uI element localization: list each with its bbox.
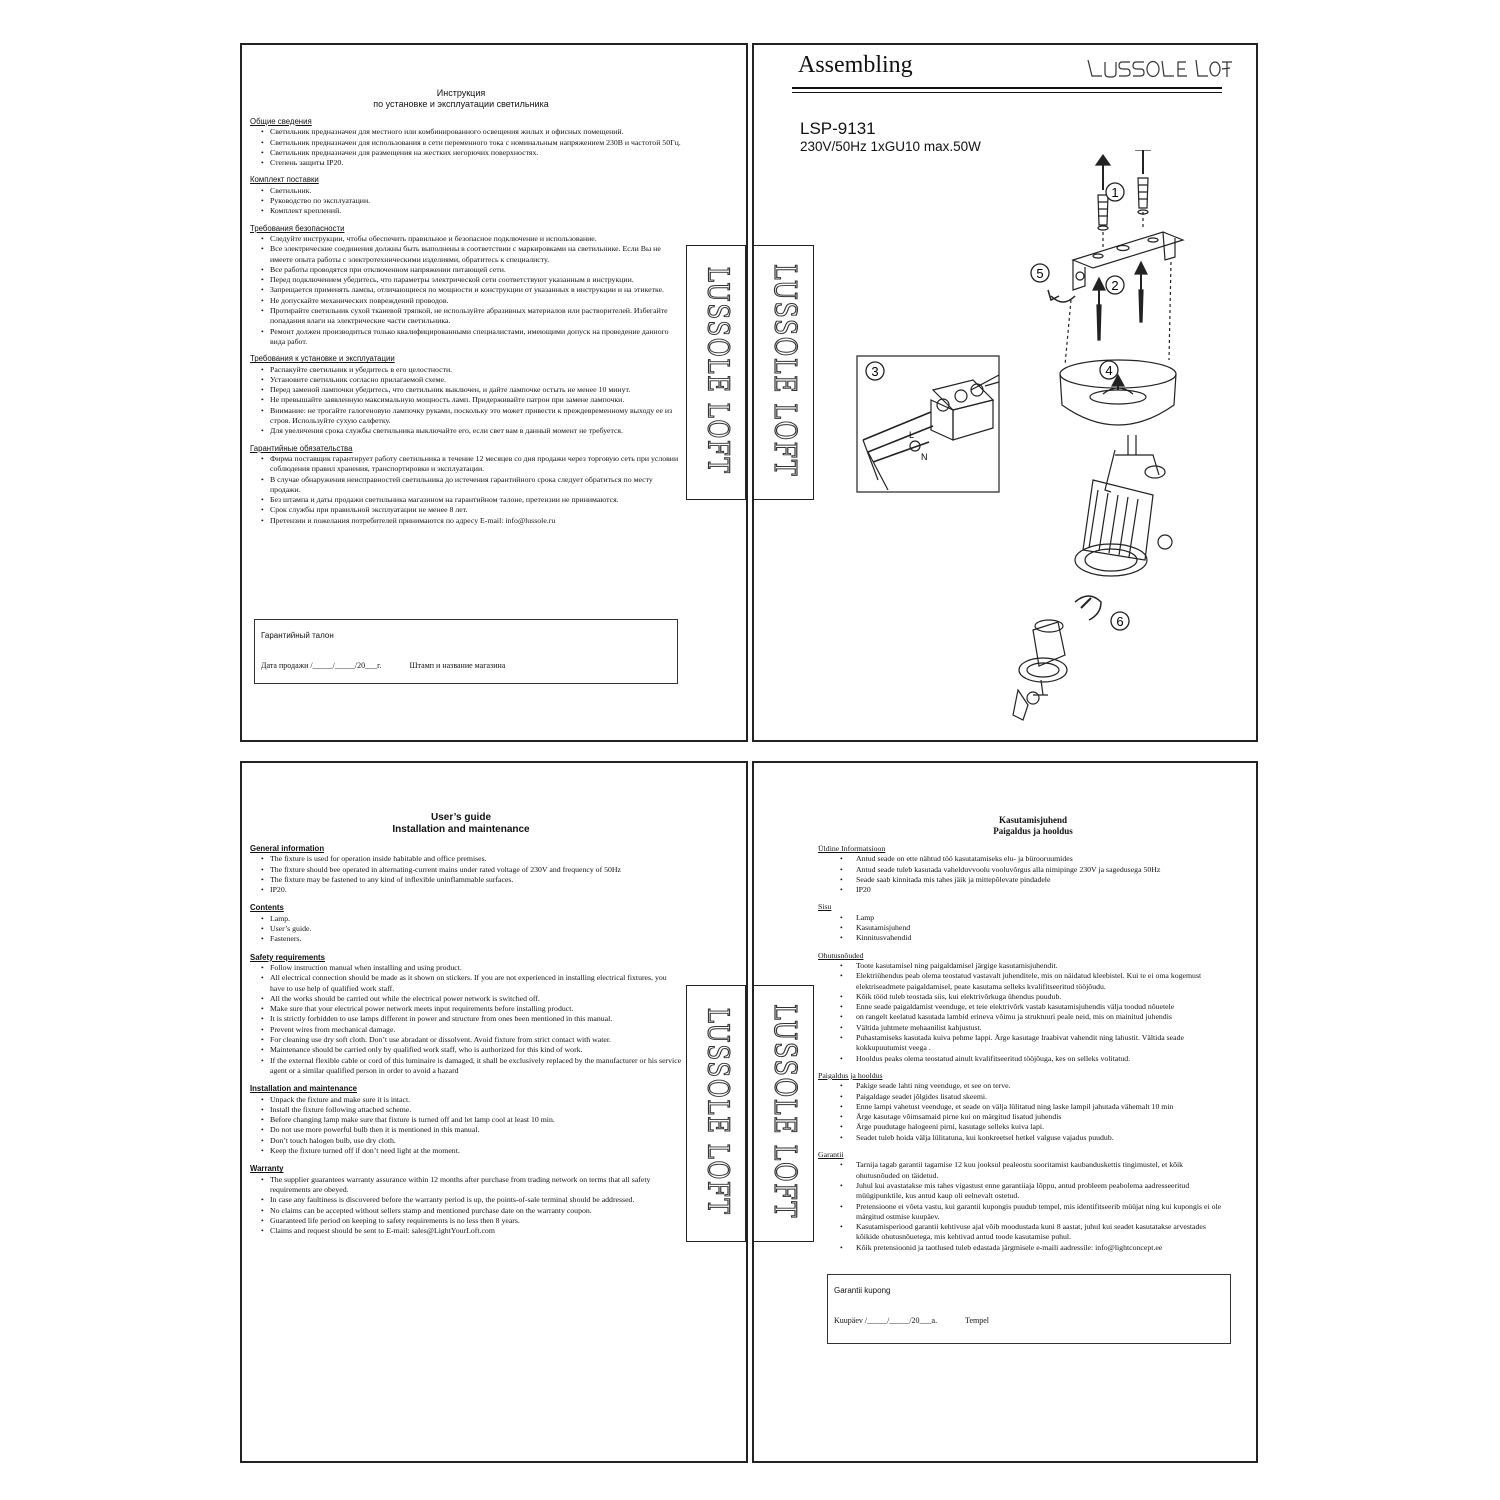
list-item: • Toote kasutamisel ning paigaldamisel järgige kasutamisjuhendit. — [818, 961, 1228, 971]
section-heading: Гарантийные обязательства — [250, 443, 353, 453]
step-2-badge — [1106, 276, 1124, 294]
section-list — [250, 127, 682, 168]
brand-strip-bottom-left — [686, 985, 746, 1242]
wire-label-n: N — [921, 452, 928, 462]
et-title-line1: Kasutamisjuhend — [998, 815, 1068, 825]
list-item: • Hooldus peaks olema teostatud ainult kvalifitseeritud tööjõuga, kes on selleks volitatud. — [818, 1054, 1228, 1064]
section-list — [250, 854, 682, 895]
list-item: • Ärge kasutage võimsamaid pirne kui on märgitud lisatud juhendis — [818, 1112, 1228, 1122]
list-item: • Срок службы при правильной эксплуатации не менее 8 лет. — [250, 505, 682, 515]
list-item: • Seade saab kinnitada mis tahes jäik ja mittepõlevate pindadele — [818, 875, 1228, 885]
brand-logo-vertical — [753, 246, 813, 499]
section-heading: Требования безопасности — [250, 223, 345, 233]
section-list — [250, 1175, 682, 1237]
section-heading: Garantii — [818, 1150, 844, 1160]
list-item: • Запрещается применять лампы, отличающиеся по мощности и конструкции от указанных в инструкции и на этикетке. — [250, 285, 682, 295]
list-item: • All electrical connection should be made as it shown on stickers. If you are not experienced in installing electrical fixtures, you have to use help of qualified work staff. — [250, 973, 682, 994]
list-item: • Tarnija tagab garantii tagamise 12 kuu jooksul pealeostu sooritamist kaubanduskettis tingimustel, et kõik ohutusnõuded on täidetud. — [818, 1160, 1228, 1181]
list-item: • Комплект креплений. — [250, 206, 682, 216]
et-sections — [818, 844, 1228, 1253]
list-item: • Перед подключением убедитесь, что параметры электрической сети соответствуют указанным в инструкции. — [250, 275, 682, 285]
list-item: • Светильник. — [250, 186, 682, 196]
en-title-line2: Installation and maintenance — [392, 824, 530, 835]
svg-text:3: 3 — [871, 364, 879, 379]
et-title-line2: Paigaldus ja hooldus — [993, 826, 1073, 836]
ru-coupon-stamp: Штамп и название магазина — [409, 661, 506, 670]
section-list — [250, 1095, 682, 1157]
svg-text:LUSSOLE LOFT: LUSSOLE LOFT — [767, 263, 803, 499]
ru-title — [240, 88, 682, 110]
list-item: • Maintenance should be carried only by qualified work staff, who is authorized for this kind of work. — [250, 1045, 682, 1055]
list-item: • В случае обнаружения неисправностей светильника до истечения гарантийного срока следует обратиться по месту продажи. — [250, 475, 682, 496]
section-heading: Sisu — [818, 902, 832, 912]
list-item: • Следуйте инструкции, чтобы обеспечить правильное и безопасное подключение и использование. — [250, 234, 682, 244]
list-item: • Do not use more powerful bulb then it is mentioned in this manual. — [250, 1125, 682, 1135]
en-title-line1: User’s guide — [430, 812, 492, 823]
list-item: • Claims and request should be sent to E-mail: sales@LightYourLoft.com — [250, 1226, 682, 1236]
list-item: • Претензии и пожелания потребителей принимаются по адресу E-mail: info@lussole.ru — [250, 516, 682, 526]
list-item: • No claims can be accepted without sellers stamp and mentioned purchase date on the warranty coupon. — [250, 1206, 682, 1216]
list-item: • Kasutamisjuhend — [818, 923, 1228, 933]
en-title — [240, 812, 682, 836]
list-item: • If the external flexible cable or cord of this luminaire is damaged, it shall be exclusively replaced by the manufacturer or his service agent or a similar qualified person in order to avoid a hazard — [250, 1056, 682, 1077]
list-item: • Pretensioone ei võeta vastu, kui garantii kupongis puudub tempel, mis identifitseerib müüjat ning kui kupongis ei ole märgitud ostmise kuupäev. — [818, 1202, 1228, 1223]
section-heading: Ohutusnõuded — [818, 950, 864, 960]
ru-title-line2: по установке и эксплуатации светильника — [373, 99, 549, 109]
svg-text:5: 5 — [1036, 266, 1044, 281]
list-item: • Paigaldage seadet jõlgides lisatud skeemi. — [818, 1092, 1228, 1102]
list-item: • Степень защиты IP20. — [250, 158, 682, 168]
et-coupon-date: Kuupäev /_____/_____/20___a. — [834, 1316, 938, 1325]
section-list — [818, 1081, 1228, 1143]
list-item: • Протирайте светильник сухой тканевой тряпкой, не используйте абразивных материалов или растворителей. Избегайте попадания влаги на электрические части светильника. — [250, 306, 682, 327]
list-item: • Keep the fixture turned off if don’t need light at the moment. — [250, 1146, 682, 1156]
list-item: • For cleaning use dry soft cloth. Don’t use abradant or dissolvent. Avoid fixture from strict contact with water. — [250, 1035, 682, 1045]
list-item: • Kõik tööd tuleb teostada siis, kui elektrivõrkuga ühendus puudub. — [818, 992, 1228, 1002]
list-item: • Внимание: не трогайте галогеновую лампочку руками, поскольку это может привести к преждевременному выходу ее из строя. Используйте сухую салфетку. — [250, 406, 682, 427]
list-item: • Светильник предназначен для размещения на жестких негорючих поверхностях. — [250, 148, 682, 158]
step-3-badge — [866, 362, 884, 380]
list-item: • IP20 — [818, 885, 1228, 895]
wall-plug-right — [1136, 150, 1150, 214]
section-heading: Installation and maintenance — [250, 1084, 358, 1094]
list-item: • Make sure that your electrical power network meets input requirements before installing product. — [250, 1004, 682, 1014]
list-item: • User’s guide. — [250, 924, 682, 934]
et-coupon-title: Garantii kupong — [834, 1286, 891, 1295]
ru-sections — [250, 117, 682, 526]
gu10-bulb — [1019, 620, 1067, 695]
svg-text:6: 6 — [1116, 614, 1124, 629]
section-list — [250, 914, 682, 945]
list-item: • Светильник предназначен для использования в сети переменного тока с номинальным напряжением 230В и частотой 50Гц. — [250, 138, 682, 148]
list-item: • Фирма поставщик гарантирует работу светильника в течение 12 месяцев со дня продажи через торговую сеть при условии соблюдения правил хранения, транспортировки и эксплуатации. — [250, 454, 682, 475]
lamp-head — [1075, 450, 1172, 576]
list-item: • Для увеличения срока службы светильника выключайте его, если свет вам в данный момент не требуется. — [250, 426, 682, 436]
power-spec: 230V/50Hz 1xGU10 max.50W — [800, 139, 981, 154]
list-item: • Lamp — [818, 913, 1228, 923]
section-list — [250, 186, 682, 217]
section-heading: Warranty — [250, 1164, 284, 1174]
brand-logo — [1086, 56, 1234, 80]
list-item: • Перед заменой лампочки убедитесь, что светильник выключен, и дайте лампочке остыть не менее 10 минут. — [250, 385, 682, 395]
list-item: • The fixture is used for operation inside habitable and office premises. — [250, 854, 682, 864]
en-sections — [250, 844, 682, 1236]
list-item: • Install the fixture following attached scheme. — [250, 1105, 682, 1115]
section-heading: Contents — [250, 903, 284, 913]
section-list — [818, 854, 1228, 895]
ru-warranty-coupon — [254, 619, 678, 684]
list-item: • Prevent wires from mechanical damage. — [250, 1025, 682, 1035]
list-item: • It is strictly forbidden to use lamps different in power and structure from ones been mentioned in this manual. — [250, 1014, 682, 1024]
list-item: • The supplier guarantees warranty assurance within 12 months after purchase from trading network on terms that all safety requirements are obeyed. — [250, 1175, 682, 1196]
header-rule — [792, 87, 1222, 89]
list-item: • Don’t touch halogen bulb, use dry cloth. — [250, 1136, 682, 1146]
list-item: • Светильник предназначен для местного или комбинированного освещения жилых и офисных помещений. — [250, 127, 682, 137]
section-list — [250, 365, 682, 437]
list-item: • Установите светильник согласно прилагаемой схеме. — [250, 375, 682, 385]
list-item: • Руководство по эксплуатации. — [250, 196, 682, 206]
section-heading: Требования к установке и эксплуатации — [250, 354, 395, 364]
section-list — [250, 454, 682, 526]
step-4-badge — [1100, 361, 1118, 379]
svg-text:LUSSOLE LOFT: LUSSOLE LOFT — [767, 1004, 802, 1241]
list-item: • All the works should be carried out while the electrical power network is switched off. — [250, 994, 682, 1004]
list-item: • Pakige seade lahti ning veenduge, et see on terve. — [818, 1081, 1228, 1091]
list-item: • Не допускайте механических повреждений проводов. — [250, 296, 682, 306]
list-item: • Juhul kui avastatakse mis tahes vigastust enne garantiiaja lõppu, antud probleem peabolema aadresseeritud müügipunktile, kus antud kaup oli eelnevalt ostetud. — [818, 1181, 1228, 1202]
list-item: • Elektriühendus peab olema teostatud vastavalt juhenditele, mis on näidatud kleebistel. Kui te ei oma kogemust elektriseadmete paigaldamisel, peate kasutama selleks kvalifitseeritud tööjõudu. — [818, 971, 1228, 992]
ru-title-line1: Инструкция — [436, 88, 486, 98]
section-list — [818, 961, 1228, 1064]
list-item: • The fixture may be fastened to any kind of inflexible uninflammable surfaces. — [250, 875, 682, 885]
svg-text:1: 1 — [1111, 185, 1119, 200]
step-6-badge — [1111, 612, 1129, 630]
section-heading: Комплект поставки — [250, 175, 319, 185]
list-item: • Follow instruction manual when installing and using product. — [250, 963, 682, 973]
brand-logo-vertical — [753, 986, 813, 1241]
list-item: • Kõik pretensioonid ja taotlused tuleb edastada järgmisele e-maili aadressile: info@lightconcept.ee — [818, 1243, 1228, 1253]
brand-strip-top-left — [686, 245, 746, 500]
brand-logo-vertical — [687, 986, 745, 1241]
et-coupon-line — [834, 1316, 989, 1325]
list-item: • on rangelt keelatud kasutada lambid erineva võimu ja struktuuri peale neid, mis on mainitud juhendis — [818, 1012, 1228, 1022]
list-item: • Unpack the fixture and make sure it is intact. — [250, 1095, 682, 1105]
list-item: • Fasteners. — [250, 934, 682, 944]
list-item: • Vältida juhtmete mehaanilist kahjustust. — [818, 1023, 1228, 1033]
et-warranty-coupon — [827, 1274, 1231, 1344]
section-list — [818, 1160, 1228, 1253]
english-guide — [250, 812, 682, 1236]
ru-coupon-title: Гарантийный талон — [261, 631, 334, 640]
list-item: • Kinnitusvahendid — [818, 933, 1228, 943]
section-list — [250, 963, 682, 1076]
section-heading: Safety requirements — [250, 952, 325, 962]
section-list — [250, 234, 682, 347]
brand-strip-top-right — [752, 245, 814, 500]
section-heading: Üldine Informatsioon — [818, 844, 886, 853]
list-item: • Antud seade on ette nähtud töö kasutatamiseks elu- ja bürooruumides — [818, 854, 1228, 864]
ru-coupon-date: Дата продажи /_____/_____/20___г. — [261, 661, 382, 670]
list-item: • Antud seade tuleb kasutada vahelduvvoolu vooluvõrgus alla nimipinge 230V ja sagedusega 50Hz — [818, 865, 1228, 875]
header-rule-thin — [792, 92, 1222, 93]
list-item: • The fixture should bee operated in alternating-current mains under rated voltage of 230V and frequency of 50Hz — [250, 865, 682, 875]
list-item: • Guaranteed life period on keeping to safety requirements is no less then 8 years. — [250, 1216, 682, 1226]
list-item: • Kasutamisperiood garantii kehtivuse ajal võib moodustada kuni 8 aastat, juhul kui seadet kasutatakse arvestades kõikide ohutusnõuetega, mis kehtivad antud toode kasutamise puhul. — [818, 1222, 1228, 1243]
svg-text:LUSSOLE LOFT: LUSSOLE LOFT — [701, 1007, 736, 1241]
step-1-badge — [1106, 183, 1124, 201]
section-heading: General information — [250, 844, 325, 853]
list-item: • Все электрические соединения должны быть выполнены в соответствии с маркировками на светильнике. Если Вы не имеете опыта работы с электротехническими изделиями, обратитесь к специалисту. — [250, 244, 682, 265]
list-item: • Распакуйте светильник и убедитесь в его целостности. — [250, 365, 682, 375]
step-5-badge — [1031, 264, 1049, 282]
list-item: • IP20. — [250, 885, 682, 895]
et-title — [838, 815, 1228, 837]
wire-label-l: L — [909, 430, 915, 440]
brand-logo-vertical — [687, 246, 745, 499]
list-item: • Before changing lamp make sure that fixture is turned off and let lamp cool at least 10 min. — [250, 1115, 682, 1125]
estonian-guide — [818, 815, 1228, 1253]
list-item: • Без штампа и даты продажи светильника магазином на гарантийном талоне, претензии не принимаются. — [250, 495, 682, 505]
assembling-heading: Assembling — [798, 52, 913, 78]
list-item: • Enne lampi vahetust veenduge, et seade on välja lülitatud ning laske lampil jahutada vähemalt 10 min — [818, 1102, 1228, 1112]
russian-instructions — [250, 88, 682, 526]
list-item: • Enne seade paigaldamist veenduge, et teie elektrivõrk vastab kasutamisjuhendis välja toodud nõuetele — [818, 1002, 1228, 1012]
model-number: LSP-9131 — [800, 119, 876, 138]
section-heading: Общие сведения — [250, 117, 312, 126]
list-item: • Lamp. — [250, 914, 682, 924]
et-coupon-stamp: Tempel — [965, 1316, 989, 1325]
list-item: • Все работы проводятся при отключенном напряжении питающей сети. — [250, 265, 682, 275]
assembly-diagram — [853, 150, 1243, 730]
list-item: • Seadet tuleb hoida välja lülitatuna, kui konkreetsel hetkel valguse vajadus puudub. — [818, 1133, 1228, 1143]
ru-coupon-line — [261, 661, 505, 670]
svg-text:LUSSOLE LOFT: LUSSOLE LOFT — [701, 266, 736, 499]
brand-strip-bottom-right — [752, 985, 814, 1242]
list-item: • In case any faultiness is discovered before the warranty period is up, the points-of-sale terminal should be addressed. — [250, 1195, 682, 1205]
list-item: • Не превышайте заявленную максимальную мощность ламп. Придерживайте патрон при замене лампочки. — [250, 395, 682, 405]
mounting-bracket — [1073, 232, 1183, 290]
section-list — [818, 913, 1228, 944]
list-item: • Puhastamiseks kasutada kuiva pehme lappi. Ärge kasutage lraabivat vahendit ning lahustit. Vältida seade kokkupuutumist veega . — [818, 1033, 1228, 1054]
svg-text:2: 2 — [1111, 278, 1119, 293]
list-item: • Ärge puudutage halogeeni pirni, kasutage selleks kuiva lapi. — [818, 1122, 1228, 1132]
list-item: • Ремонт должен производиться только квалифицированными специалистами, имеющими допуск на проведение данного вида работ. — [250, 327, 682, 348]
svg-text:4: 4 — [1105, 363, 1113, 378]
section-heading: Paigaldus ja hooldus — [818, 1070, 883, 1080]
